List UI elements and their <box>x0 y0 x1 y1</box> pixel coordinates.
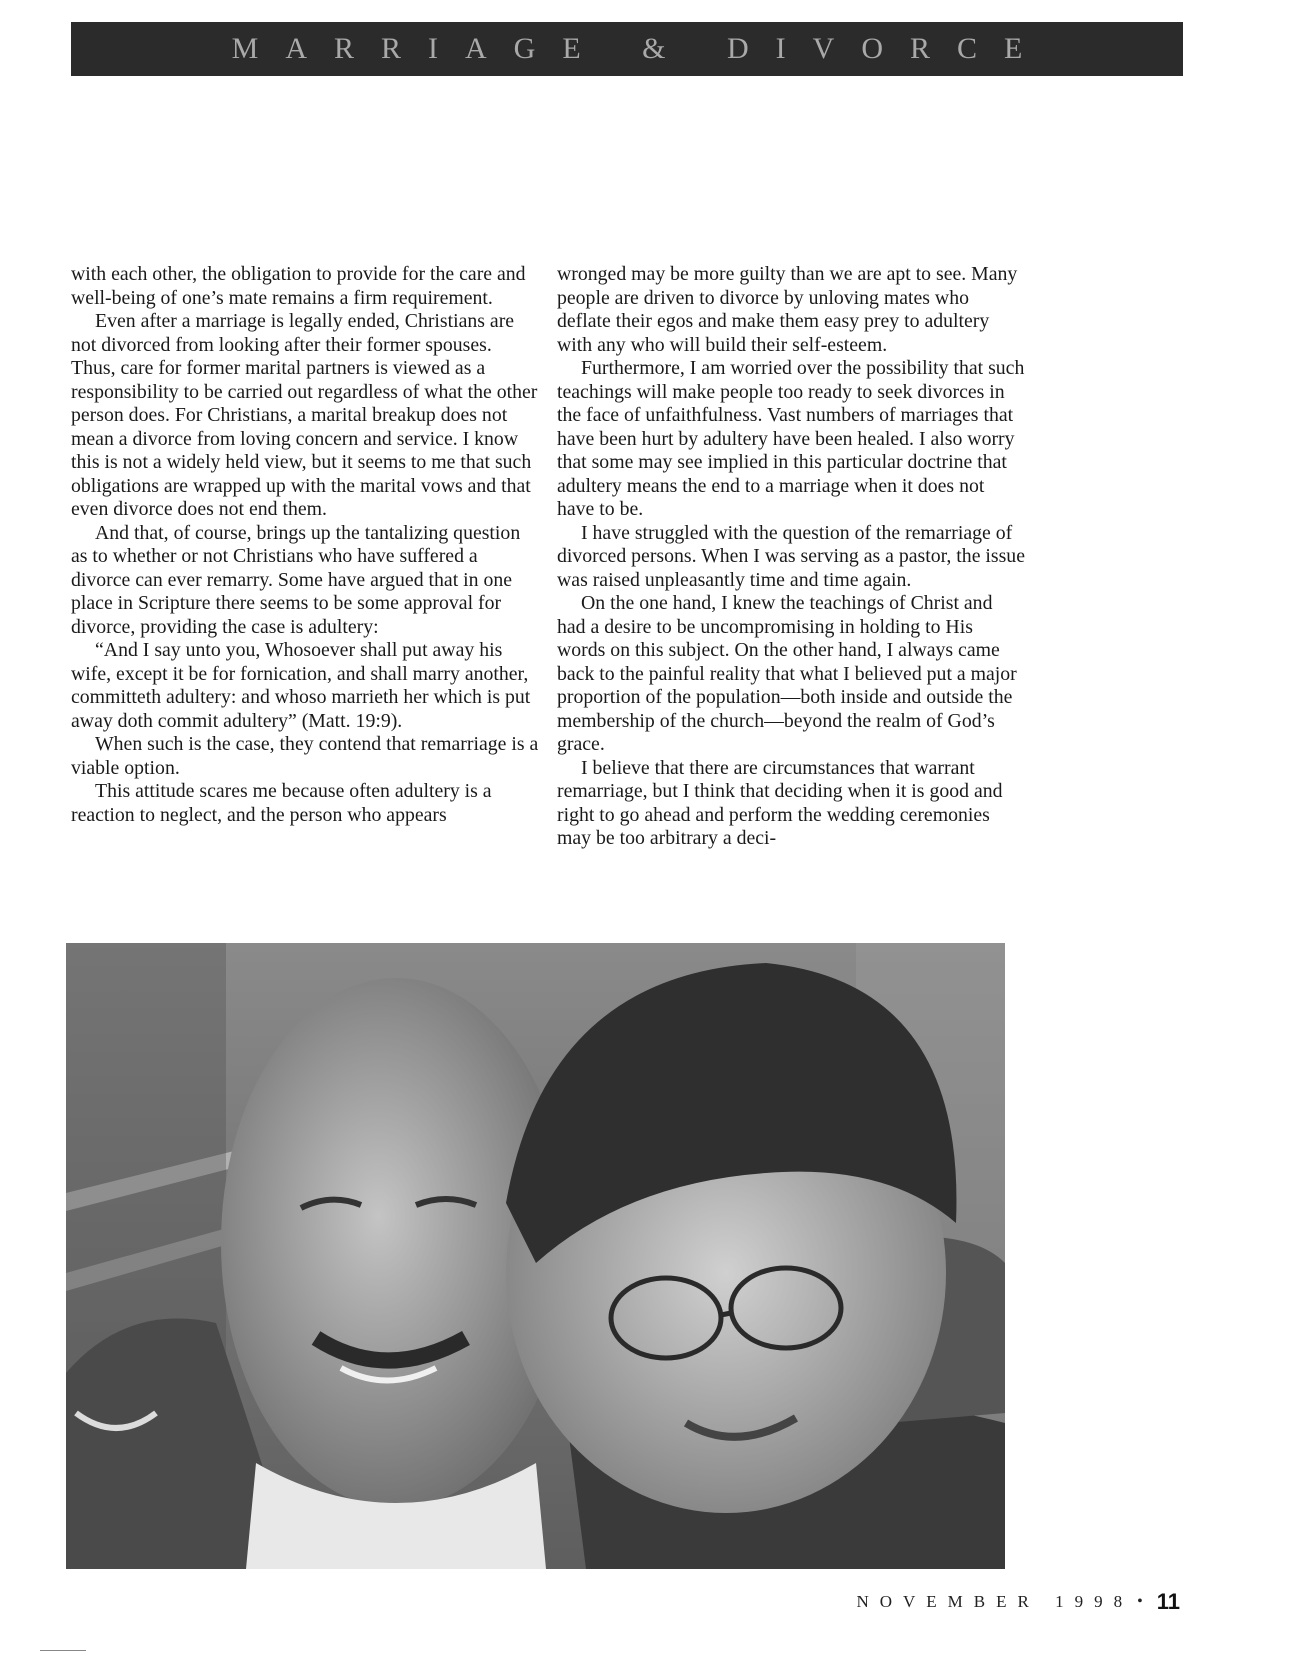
right-text-column <box>557 263 1025 851</box>
section-title: MARRIAGE & DIVORCE <box>231 32 1050 65</box>
paragraph: This attitude scares me because often adultery is a reaction to neglect, and the person who appears <box>71 780 492 826</box>
paragraph: On the one hand, I knew the teachings of Christ and had a desire to be uncompromising in holding to His words on this subject. On the other hand, I always came back to the painful reality that what I believed put a major proportion of the population—both inside and outside the membership of the church—beyond the realm of God’s grace. <box>557 592 1017 755</box>
couple-photo <box>66 943 1005 1569</box>
paragraph: And that, of course, brings up the tantalizing question as to whether or not Christians who have suffered a divorce can ever remarry. Some have argued that in one place in Scripture there seems to be some approval for divorce, providing the case is adultery: <box>71 521 521 638</box>
paragraph: wronged may be more guilty than we are apt to see. Many people are driven to divorce by unloving mates who deflate their egos and make them easy prey to adultery with any who will build their self-esteem. <box>557 263 1018 356</box>
page-footer <box>800 1587 1180 1617</box>
paragraph: with each other, the obligation to provide for the care and well-being of one’s mate remains a firm requirement. <box>71 263 526 309</box>
section-header-bar <box>71 22 1183 76</box>
paragraph: I have struggled with the question of the remarriage of divorced persons. When I was serving as a pastor, the issue was raised unpleasantly time and time again. <box>557 521 1025 591</box>
left-text-column <box>71 263 539 827</box>
paragraph: I believe that there are circumstances that warrant remarriage, but I think that deciding when it is good and right to go ahead and perform the wedding ceremonies may be too arbitrary a deci- <box>557 756 1003 849</box>
issue-date: NOVEMBER 1998 <box>856 1592 1134 1611</box>
footer-bullet: • <box>1137 1593 1143 1610</box>
couple-photo-illustration <box>66 943 1005 1569</box>
paragraph: Furthermore, I am worried over the possibility that such teachings will make people too ready to seek divorces in the face of unfaithfulness. Vast numbers of marriages that have been hurt by adultery have been healed. I also worry that some may see implied in this particular doctrine that adultery means the end to a marriage when it does not have to be. <box>557 357 1025 520</box>
page-number: 11 <box>1156 1589 1180 1614</box>
paragraph: When such is the case, they contend that remarriage is a viable option. <box>71 733 539 779</box>
crop-mark <box>40 1650 86 1651</box>
paragraph: Even after a marriage is legally ended, Christians are not divorced from looking after their former spouses. Thus, care for former marital partners is viewed as a responsibility to be carried out regardless of what the other person does. For Christians, a marital breakup does not mean a divorce from loving concern and service. I know this is not a widely held view, but it seems to me that such obligations are wrapped up with the marital vows and that even divorce does not end them. <box>71 310 538 520</box>
scripture-quote: “And I say unto you, Whosoever shall put away his wife, except it be for fornication, and shall marry another, committeth adultery: and whoso marrieth her which is put away doth commit adultery” (Matt. 19:9). <box>71 639 531 732</box>
